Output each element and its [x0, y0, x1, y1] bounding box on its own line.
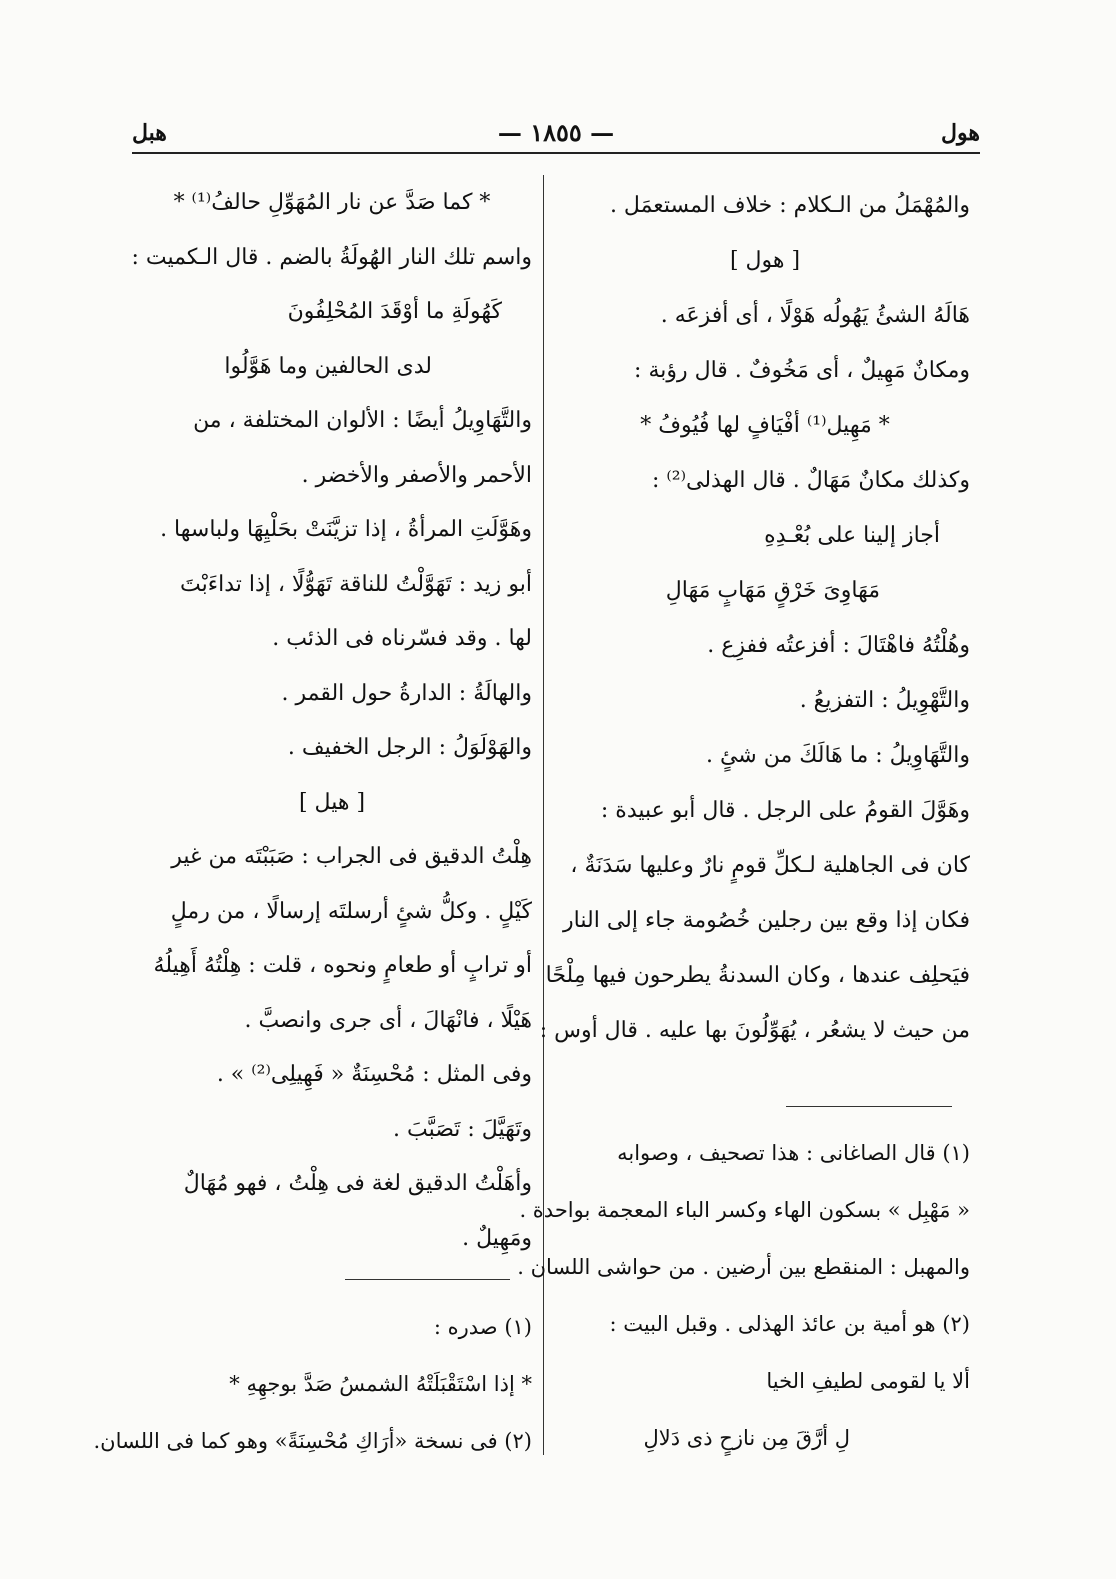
text-line: وأهَلْتُ الدقيق لغة فى هِلْتُ ، فهو مُهَالٌ: [183, 1171, 532, 1196]
footnote-line: (٢) فى نسخة «أرَاكِ مُحْسِنَةً» وهو كما فى اللسان.: [93, 1429, 532, 1453]
text-line: الأحمر والأصفر والأخضر .: [301, 462, 532, 488]
text-line: فكان إذا وقع بين رجلين خُصُومة جاء إلى النار: [563, 908, 970, 933]
header-entry-word-left: هبل: [132, 120, 167, 146]
text-line: هِلْتُ الدقيق فى الجراب : صَبَبْتَه من غير: [171, 844, 532, 869]
text-line: لها . وقد فسّرناه فى الذئب .: [272, 626, 532, 651]
verse-line: أجاز إلينا على بُعْـدِهِ: [764, 523, 940, 548]
text-line: من حيث لا يشعُر ، يُهَوِّلُونَ بها عليه . قال أوس :: [539, 1018, 970, 1043]
text-line: والمُهْمَلُ من الـكلام : خلاف المستعمَل .: [609, 193, 970, 218]
text-line: فيَحلِف عندها ، وكان السدنةُ يطرحون فيها مِلْحًا: [545, 963, 970, 988]
footnote-verse: لِ أرَّقَ مِن نازحٍ ذى دَلالِ: [643, 1426, 850, 1450]
header-entry-word-right: هول: [941, 120, 980, 146]
footnote-line: (١) قال الصاغانى : هذا تصحيف ، وصوابه: [617, 1141, 970, 1165]
text-line: وكذلك مكانٌ مَهَالٌ . قال الهذلى⁽²⁾ :: [651, 468, 970, 493]
footnote-verse: ألا يا لقومى لطيفِ الخيا: [766, 1369, 970, 1393]
text-line: والتَّهَاوِيلُ أيضًا : الألوان المختلفة ، من: [193, 408, 532, 433]
text-line: ومكانٌ مَهِيلٌ ، أى مَخُوفٌ . قال رؤبة :: [634, 358, 970, 383]
footnote-line: والمهبل : المنقطع بين أرضين . من حواشى اللسان .: [517, 1255, 970, 1279]
header-rule: [132, 152, 980, 154]
footnote-rule-right: [786, 1106, 952, 1107]
text-line: هَالَهُ الشئُ يَهُولُه هَوْلًا ، أى أفزعَه .: [660, 303, 970, 328]
text-line: وهُلْتُهُ فاهْتَالَ : أفزعتُه ففزِع .: [707, 633, 970, 658]
text-line: والهَوْلَوَلُ : الرجل الخفيف .: [287, 735, 532, 760]
verse-line: * كما صَدَّ عن نار المُهَوِّلِ حالفُ⁽¹⁾ *: [173, 190, 491, 215]
right-column: [539, 185, 970, 1065]
verse-line: كَهُولَةِ ما أوْقَدَ المُحْلِفُونَ: [287, 299, 502, 324]
entry-heading: [ هول ]: [729, 248, 801, 273]
text-line: والتَّهْوِيلُ : التفزيعُ .: [799, 688, 970, 713]
text-line: أبو زيد : تَهَوَّلْتُ للناقة تَهَوُّلًا ، إذا تداءَبْتَ: [180, 571, 532, 597]
footnote-line: (١) صدره :: [433, 1315, 532, 1339]
verse-line: لدى الحالفين وما هَوَّلُوا: [224, 353, 432, 379]
verse-line: مَهَاوِىَ خَرْقٍ مَهَابٍ مَهَالِ: [665, 578, 880, 603]
left-column: [132, 182, 532, 1272]
text-line: واسم تلك النار الهُولَةُ بالضم . قال الـكميت :: [131, 244, 532, 270]
text-line: وهَوَّلَ القومُ على الرجل . قال أبو عبيدة :: [600, 798, 970, 823]
footnotes-left: [93, 1306, 532, 1477]
text-line: أو ترابٍ أو طعامٍ ونحوه ، قلت : هِلْتُهُ أَهِيلُهُ: [153, 953, 532, 978]
text-line: كان فى الجاهلية لـكلِّ قومٍ نارٌ وعليها سَدَنَةٌ ،: [570, 853, 970, 878]
text-line: ومَهِيلٌ .: [462, 1225, 532, 1251]
text-line: وهَوَّلَتِ المرأةُ ، إذا تزيَّنَتْ بحَلْيِهَا ولباسها .: [160, 517, 532, 542]
entry-heading: [ هيل ]: [298, 789, 366, 815]
text-line: والتَّهَاوِيلُ : ما هَالَكَ من شئٍ .: [705, 743, 970, 768]
page-number: — ١٨٥٥ —: [497, 118, 615, 147]
text-line: كَيْلٍ . وكلُّ شئٍ أرسلتَه إرسالًا ، من رملٍ: [170, 898, 532, 924]
footnotes-right: [517, 1132, 970, 1474]
footnote-verse: * إذا اسْتَقْبَلَتْهُ الشمسُ صَدَّ بوجهِهِ *: [229, 1372, 532, 1396]
text-line: وتَهَيَّلَ : تَصَبَّبَ .: [392, 1116, 532, 1142]
text-line: والهالَةُ : الدارةُ حول القمر .: [281, 680, 532, 706]
footnote-line: « مَهْبِل » بسكون الهاء وكسر الباء المعجمة بواحدة .: [519, 1198, 970, 1222]
footnote-rule-left: [345, 1279, 510, 1280]
text-line: وفى المثل : مُحْسِنَةٌ « فَهِيلِى⁽²⁾ » .: [216, 1062, 532, 1087]
page-header: [132, 112, 980, 152]
verse-line: * مَهِيل⁽¹⁾ أفْيَافٍ لها فُيُوفُ *: [640, 413, 890, 438]
footnote-line: (٢) هو أمية بن عائذ الهذلى . وقبل البيت :: [609, 1312, 970, 1336]
text-line: هَيْلًا ، فانْهَالَ ، أى جرى وانصبَّ .: [244, 1007, 532, 1033]
